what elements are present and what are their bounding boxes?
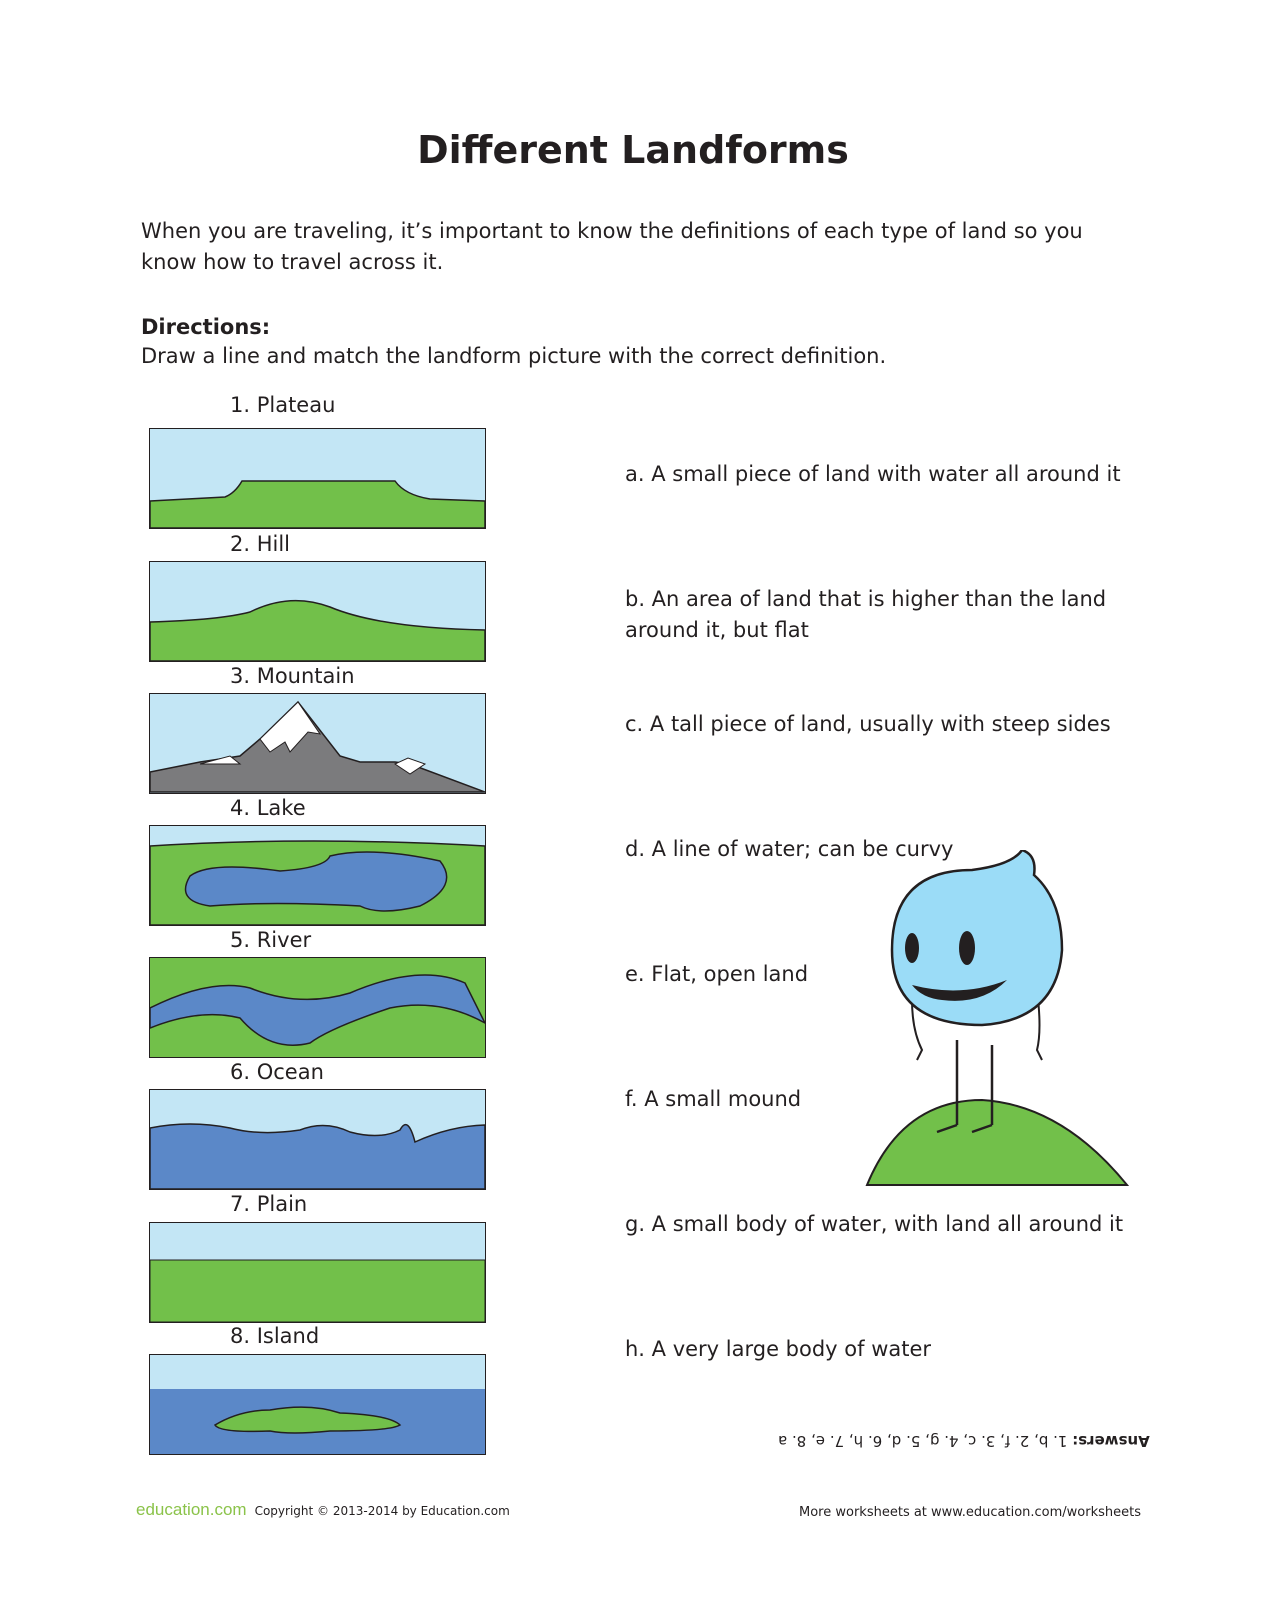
education-com-logo[interactable]: education.com — [136, 1500, 247, 1519]
landform-label: 8. Island — [230, 1324, 320, 1348]
ocean-picture — [149, 1089, 486, 1190]
landform-label: 7. Plain — [230, 1192, 308, 1216]
definition-g: g. A small body of water, with land all around it — [625, 1212, 1124, 1236]
landform-label: 6. Ocean — [230, 1060, 324, 1084]
lake-picture — [149, 825, 486, 926]
answer-key — [778, 1432, 1150, 1450]
definition-d: d. A line of water; can be curvy — [625, 837, 954, 861]
mascot-illustration — [862, 850, 1132, 1190]
definition-f: f. A small mound — [625, 1087, 802, 1111]
landform-label: 3. Mountain — [230, 664, 355, 688]
plain-picture — [149, 1222, 486, 1323]
plateau-picture — [149, 428, 486, 529]
page-title: Different Landforms — [417, 128, 849, 172]
island-picture — [149, 1354, 486, 1455]
hill-picture — [149, 561, 486, 662]
mountain-picture — [149, 693, 486, 794]
directions-text: Draw a line and match the landform picture with the correct definition. — [141, 344, 887, 368]
footer-left — [136, 1500, 510, 1520]
answers-label: Answers: — [1072, 1432, 1150, 1450]
landform-label: 2. Hill — [230, 532, 291, 556]
directions-heading: Directions: — [141, 315, 271, 339]
landform-label: 1. Plateau — [230, 393, 336, 417]
definition-h: h. A very large body of water — [625, 1337, 932, 1361]
definition-e: e. Flat, open land — [625, 962, 809, 986]
definition-b: b. An area of land that is higher than the land around it, but flat — [625, 587, 1107, 642]
definition-c: c. A tall piece of land, usually with steep sides — [625, 712, 1111, 736]
landform-label: 4. Lake — [230, 796, 306, 820]
intro-text: When you are traveling, it’s important to know the definitions of each type of land so you know how to travel across it. — [141, 219, 1083, 274]
landform-label: 5. River — [230, 928, 312, 952]
copyright-text: Copyright © 2013-2014 by Education.com — [254, 1504, 510, 1518]
river-picture — [149, 957, 486, 1058]
more-worksheets-link[interactable]: More worksheets at www.education.com/worksheets — [799, 1505, 1141, 1520]
definition-a: a. A small piece of land with water all around it — [625, 462, 1121, 486]
answers-text: 1. b, 2. f, 3. c, 4. g, 5. d, 6. h, 7. e, 8. a — [778, 1432, 1073, 1450]
